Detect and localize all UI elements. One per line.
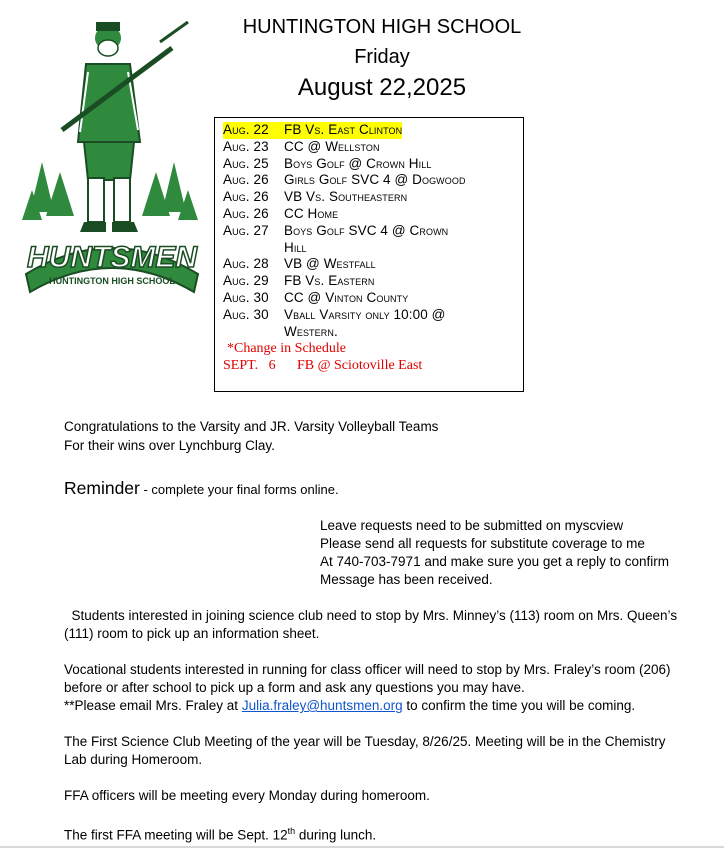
date-title: August 22,2025	[297, 74, 467, 101]
schedule-date: Aug. 26	[223, 189, 269, 205]
congrats-line-1: Congratulations to the Varsity and JR. Varsity Volleyball Teams	[64, 419, 439, 434]
congrats-line-2: For their wins over Lynchburg Clay.	[64, 438, 275, 453]
email-prefix: **Please email Mrs. Fraley at	[64, 698, 242, 713]
schedule-event: VB @ Westfall	[284, 256, 376, 272]
schedule-event: Girls Golf SVC 4 @ Dogwood	[284, 172, 466, 188]
ffa-meeting-pre: The first FFA meeting will be Sept. 12	[64, 827, 288, 843]
science-line-2: (111) room to pick up an information sheet.	[64, 626, 320, 641]
schedule-event: FB Vs. Eastern	[284, 273, 375, 289]
schedule-date: Aug. 28	[223, 256, 269, 272]
schedule-row	[223, 256, 523, 273]
leave-line-4: Message has been received.	[320, 572, 493, 587]
ffa-meeting-sup: th	[287, 826, 296, 836]
schedule-event: VB Vs. Southeastern	[284, 189, 408, 205]
schedule-row	[223, 189, 523, 206]
email-suffix: to confirm the time you will be coming.	[402, 698, 636, 713]
schedule-date: Aug. 26	[223, 172, 269, 188]
reminder-label: Reminder	[64, 478, 140, 498]
meeting-line-1: The First Science Club Meeting of the year will be Tuesday, 8/26/25. Meeting will be in the Chemistry	[64, 734, 666, 749]
leave-line-2: Please send all requests for substitute coverage to me	[320, 536, 645, 551]
schedule-date: Aug. 26	[223, 205, 269, 221]
ffa-officers: FFA officers will be meeting every Monday during homeroom.	[64, 788, 430, 803]
schedule-event: CC @ Vinton County	[284, 289, 409, 305]
schedule-row	[223, 273, 523, 290]
email-link[interactable]: Julia.fraley@huntsmen.org	[241, 698, 403, 713]
meeting-line-2: Lab during Homeroom.	[64, 752, 203, 767]
science-line-1: Students interested in joining science club need to stop by Mrs. Minney’s (113) room on Mrs. Queen’s	[64, 608, 678, 623]
schedule-date: Aug. 30	[223, 289, 269, 305]
schedule-row	[223, 122, 523, 139]
ffa-meeting-post: during lunch.	[295, 827, 377, 843]
schedule-event: Vball Varsity only 10:00 @ Western.	[284, 306, 446, 339]
schedule-row	[223, 307, 523, 341]
logo-wordmark: HUNTSMEN	[27, 241, 197, 274]
ffa-meeting	[64, 822, 376, 845]
school-title: HUNTINGTON HIGH SCHOOL	[242, 16, 522, 38]
logo-subtitle: HUNTINGTON HIGH SCHOOL	[49, 276, 175, 286]
day-title: Friday	[354, 46, 410, 68]
schedule-date: Aug. 23	[223, 138, 269, 154]
schedule-row	[223, 172, 523, 189]
vocational-line-2: before or after school to pick up a form and ask any questions you may have.	[64, 680, 525, 695]
schedule-event: CC Home	[284, 205, 339, 221]
schedule-box	[214, 117, 524, 392]
schedule-date: Aug. 22	[223, 122, 284, 139]
schedule-event: Boys Golf SVC 4 @ Crown Hill	[284, 222, 449, 255]
change-note: *Change in Schedule	[227, 341, 346, 357]
schedule-event: Boys Golf @ Crown Hill	[284, 155, 432, 171]
schedule-date: Aug. 27	[223, 222, 269, 238]
change-date: SEPT. 6	[223, 358, 276, 374]
change-event: FB @ Sciotoville East	[297, 358, 423, 374]
change-row	[223, 357, 523, 374]
schedule-row	[223, 156, 523, 173]
vocational-line-1: Vocational students interested in running for class officer will need to stop by Mrs. Fraley’s room (206)	[64, 662, 671, 677]
schedule-date: Aug. 29	[223, 273, 269, 289]
reminder-text: - complete your final forms online.	[139, 482, 339, 497]
reminder	[64, 479, 339, 499]
schedule-date: Aug. 25	[223, 155, 269, 171]
schedule-row	[223, 139, 523, 156]
schedule-row	[223, 290, 523, 307]
schedule-event: FB Vs. East Clinton	[284, 122, 403, 137]
vocational-line-3	[64, 697, 635, 715]
schedule-row	[223, 223, 523, 257]
schedule-row	[223, 206, 523, 223]
schedule-date: Aug. 30	[223, 306, 269, 322]
schedule-event: CC @ Wellston	[284, 138, 380, 154]
leave-line-1: Leave requests need to be submitted on myscview	[320, 518, 624, 533]
leave-line-3: At 740-703-7971 and make sure you get a reply to confirm	[320, 554, 669, 569]
huntsmen-logo	[22, 12, 202, 298]
